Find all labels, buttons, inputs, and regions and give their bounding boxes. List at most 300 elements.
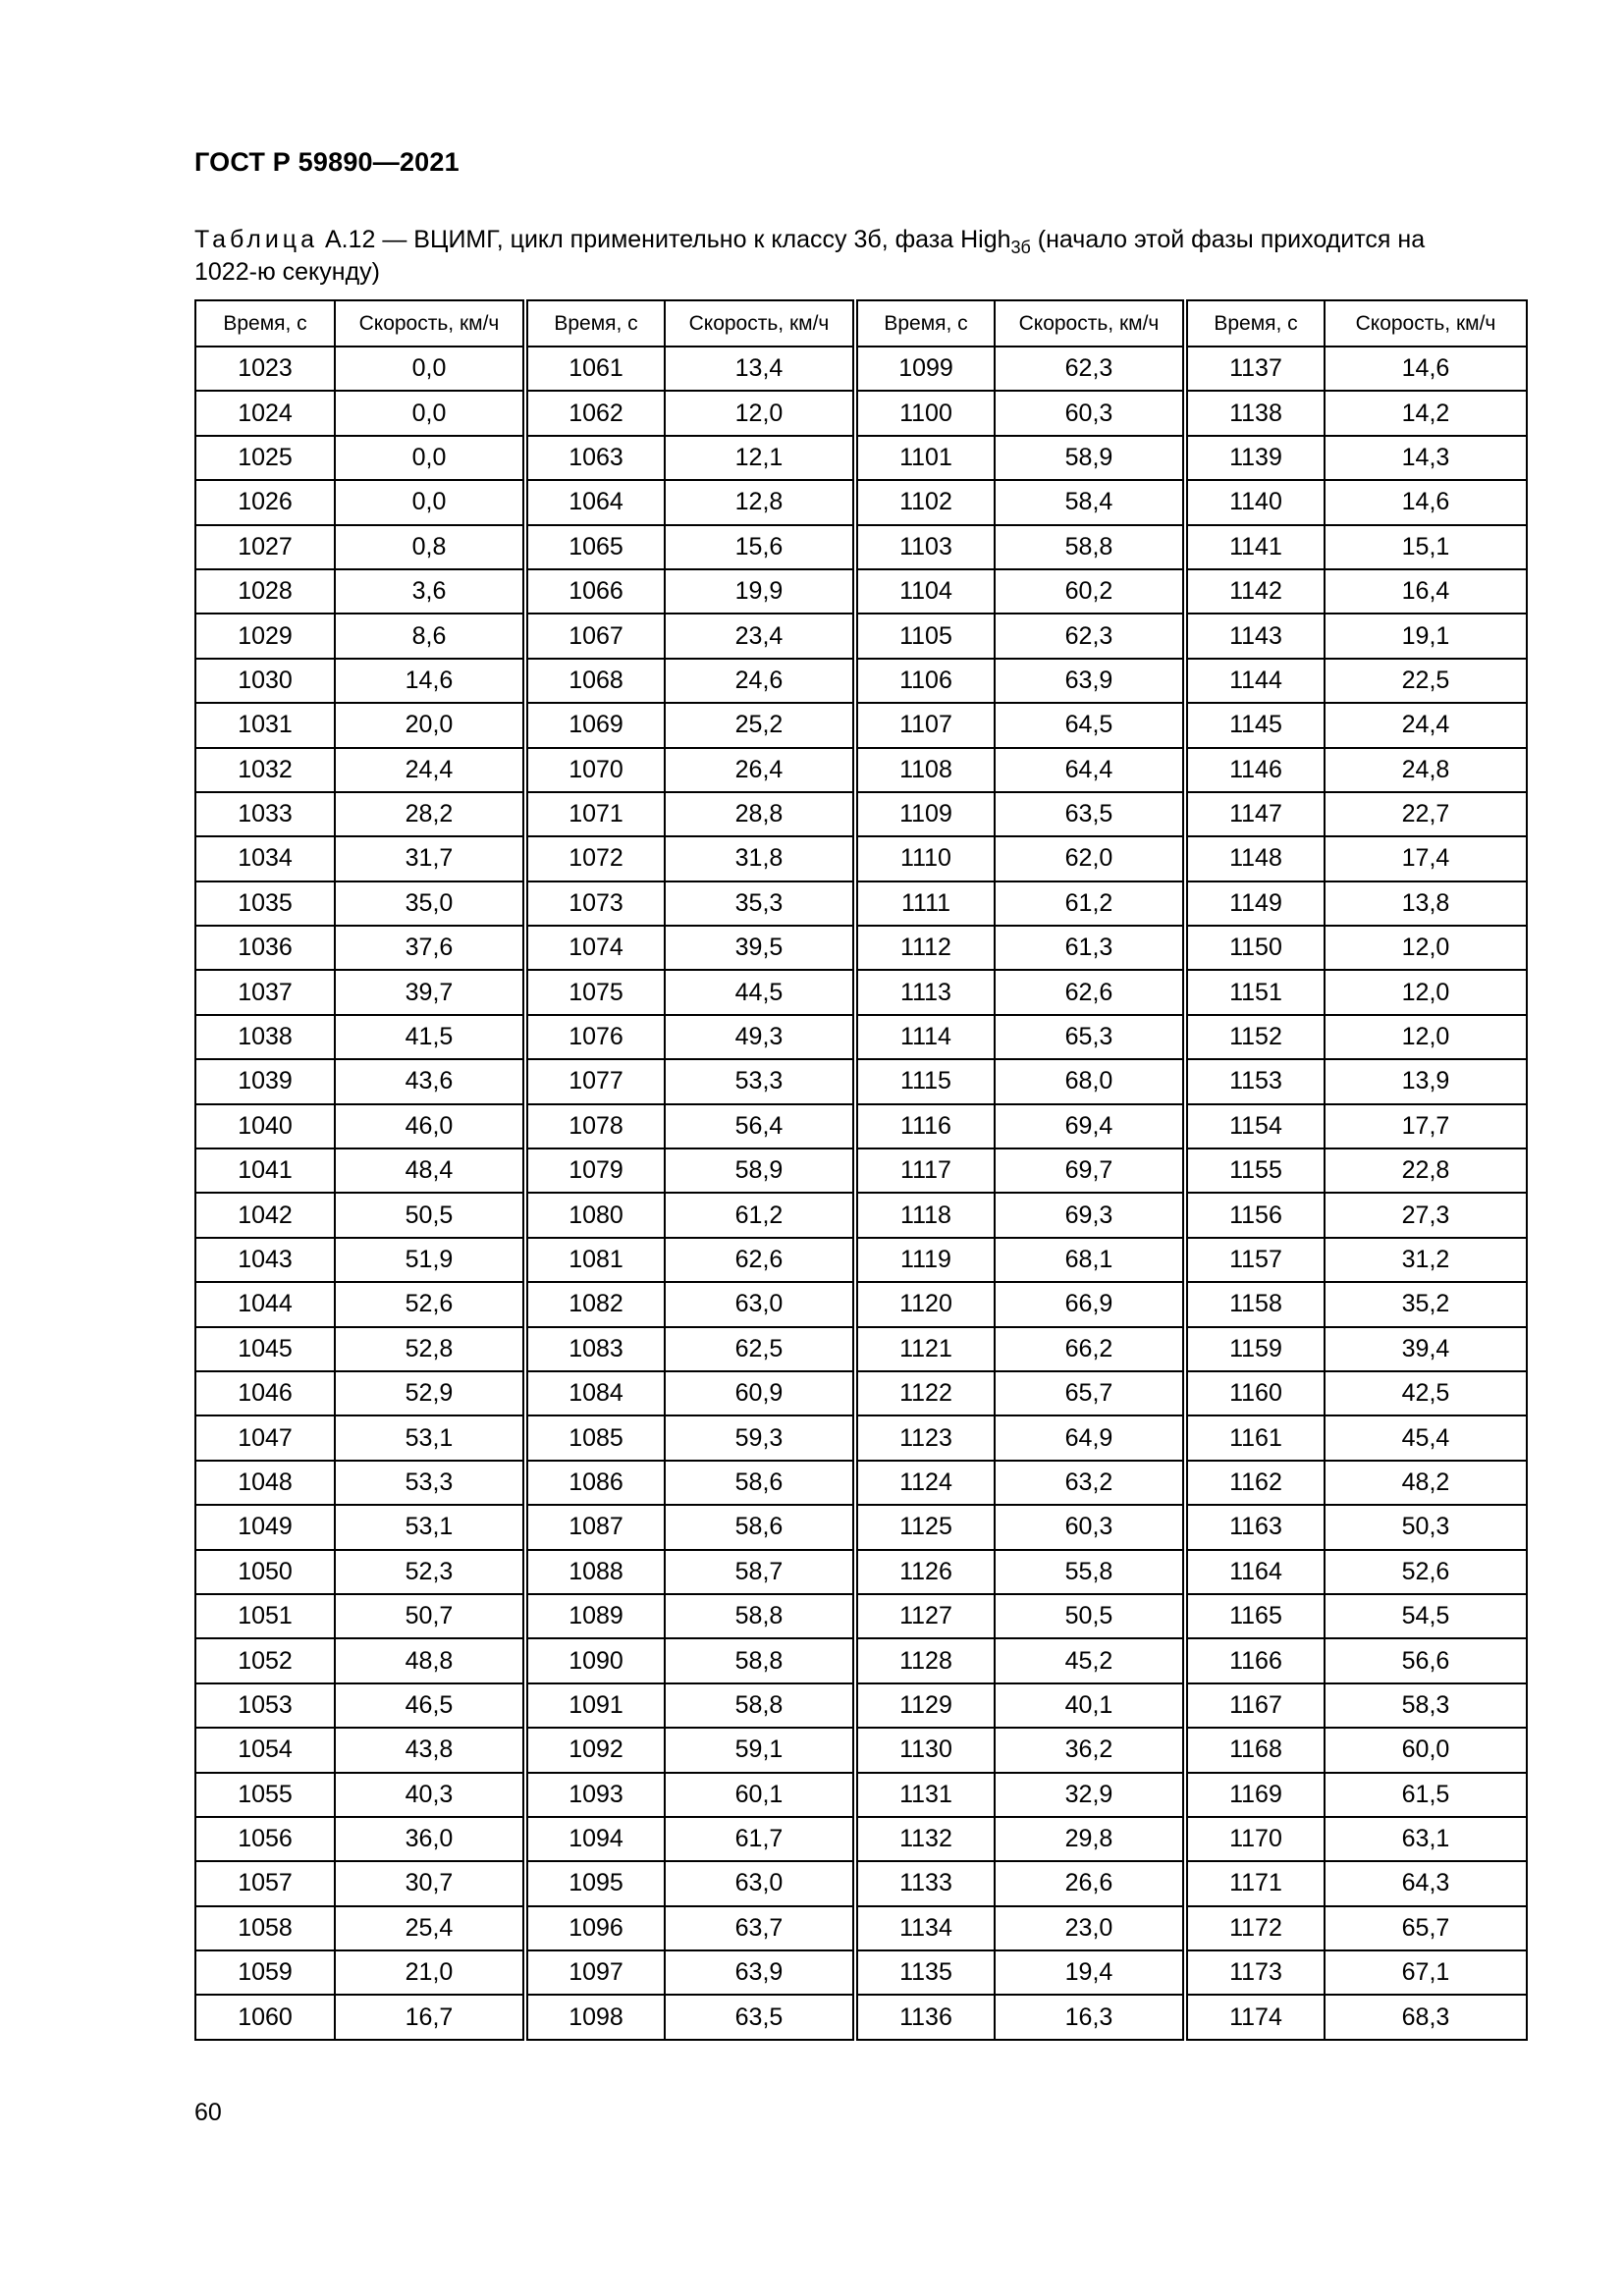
speed-cell: 60,0: [1325, 1728, 1527, 1772]
table-row: [195, 436, 1527, 480]
speed-cell: 53,3: [665, 1059, 855, 1103]
speed-cell: 62,6: [665, 1238, 855, 1282]
time-cell: 1109: [855, 792, 995, 836]
time-cell: 1052: [195, 1638, 335, 1682]
time-cell: 1068: [525, 659, 665, 703]
time-cell: 1108: [855, 748, 995, 792]
speed-cell: 14,6: [1325, 347, 1527, 391]
time-cell: 1138: [1185, 391, 1325, 435]
time-cell: 1119: [855, 1238, 995, 1282]
time-cell: 1167: [1185, 1683, 1325, 1728]
speed-cell: 29,8: [995, 1817, 1185, 1861]
table-row: [195, 1461, 1527, 1505]
speed-cell: 19,9: [665, 569, 855, 614]
time-cell: 1105: [855, 614, 995, 658]
time-cell: 1065: [525, 525, 665, 569]
speed-cell: 13,4: [665, 347, 855, 391]
speed-cell: 58,8: [995, 525, 1185, 569]
table-row: [195, 1950, 1527, 1995]
time-cell: 1173: [1185, 1950, 1325, 1995]
speed-cell: 26,4: [665, 748, 855, 792]
time-cell: 1092: [525, 1728, 665, 1772]
table-caption: [194, 224, 1524, 289]
table-row: [195, 659, 1527, 703]
time-cell: 1098: [525, 1995, 665, 2039]
time-cell: 1036: [195, 926, 335, 970]
time-cell: 1162: [1185, 1461, 1325, 1505]
table-row: [195, 881, 1527, 926]
column-header-time: Время, с: [1185, 300, 1325, 347]
speed-cell: 40,1: [995, 1683, 1185, 1728]
time-cell: 1057: [195, 1861, 335, 1905]
time-cell: 1163: [1185, 1505, 1325, 1549]
speed-cell: 37,6: [335, 926, 525, 970]
time-cell: 1126: [855, 1550, 995, 1594]
time-cell: 1046: [195, 1371, 335, 1415]
speed-cell: 31,7: [335, 836, 525, 881]
speed-cell: 12,1: [665, 436, 855, 480]
time-cell: 1123: [855, 1415, 995, 1460]
time-cell: 1037: [195, 970, 335, 1014]
time-cell: 1148: [1185, 836, 1325, 881]
speed-cell: 3,6: [335, 569, 525, 614]
speed-cell: 63,0: [665, 1861, 855, 1905]
time-cell: 1079: [525, 1148, 665, 1193]
speed-cell: 63,5: [665, 1995, 855, 2039]
table-row: [195, 1371, 1527, 1415]
speed-cell: 8,6: [335, 614, 525, 658]
speed-cell: 60,3: [995, 1505, 1185, 1549]
speed-cell: 25,2: [665, 703, 855, 747]
time-cell: 1101: [855, 436, 995, 480]
speed-cell: 24,4: [1325, 703, 1527, 747]
speed-cell: 27,3: [1325, 1193, 1527, 1237]
time-cell: 1155: [1185, 1148, 1325, 1193]
speed-cell: 64,5: [995, 703, 1185, 747]
time-cell: 1093: [525, 1773, 665, 1817]
speed-cell: 0,0: [335, 347, 525, 391]
speed-cell: 12,8: [665, 480, 855, 524]
speed-cell: 65,7: [995, 1371, 1185, 1415]
column-header-time: Время, с: [195, 300, 335, 347]
speed-cell: 14,3: [1325, 436, 1527, 480]
time-cell: 1106: [855, 659, 995, 703]
speed-cell: 45,2: [995, 1638, 1185, 1682]
speed-cell: 54,5: [1325, 1594, 1527, 1638]
time-cell: 1063: [525, 436, 665, 480]
speed-cell: 35,3: [665, 881, 855, 926]
speed-cell: 41,5: [335, 1015, 525, 1059]
time-cell: 1026: [195, 480, 335, 524]
time-cell: 1023: [195, 347, 335, 391]
speed-cell: 63,9: [665, 1950, 855, 1995]
speed-cell: 53,3: [335, 1461, 525, 1505]
speed-cell: 48,4: [335, 1148, 525, 1193]
time-cell: 1035: [195, 881, 335, 926]
time-cell: 1076: [525, 1015, 665, 1059]
time-cell: 1132: [855, 1817, 995, 1861]
speed-cell: 69,3: [995, 1193, 1185, 1237]
time-cell: 1078: [525, 1104, 665, 1148]
column-header-speed: Скорость, км/ч: [995, 300, 1185, 347]
time-cell: 1069: [525, 703, 665, 747]
speed-cell: 0,8: [335, 525, 525, 569]
column-header-speed: Скорость, км/ч: [665, 300, 855, 347]
time-cell: 1169: [1185, 1773, 1325, 1817]
caption-subscript: 3б: [1010, 238, 1031, 257]
time-cell: 1047: [195, 1415, 335, 1460]
time-cell: 1039: [195, 1059, 335, 1103]
time-cell: 1067: [525, 614, 665, 658]
table-row: [195, 1683, 1527, 1728]
speed-cell: 50,7: [335, 1594, 525, 1638]
time-cell: 1125: [855, 1505, 995, 1549]
column-header-time: Время, с: [855, 300, 995, 347]
time-cell: 1147: [1185, 792, 1325, 836]
table-row: [195, 1728, 1527, 1772]
table-row: [195, 836, 1527, 881]
time-cell: 1070: [525, 748, 665, 792]
speed-cell: 24,4: [335, 748, 525, 792]
speed-cell: 0,0: [335, 391, 525, 435]
time-cell: 1165: [1185, 1594, 1325, 1638]
time-cell: 1141: [1185, 525, 1325, 569]
time-cell: 1118: [855, 1193, 995, 1237]
time-cell: 1144: [1185, 659, 1325, 703]
time-cell: 1157: [1185, 1238, 1325, 1282]
time-cell: 1049: [195, 1505, 335, 1549]
table-row: [195, 1638, 1527, 1682]
speed-cell: 63,1: [1325, 1817, 1527, 1861]
page-number: 60: [194, 2099, 222, 2126]
speed-cell: 69,7: [995, 1148, 1185, 1193]
time-cell: 1088: [525, 1550, 665, 1594]
time-cell: 1071: [525, 792, 665, 836]
speed-cell: 16,4: [1325, 569, 1527, 614]
speed-cell: 19,4: [995, 1950, 1185, 1995]
table-row: [195, 792, 1527, 836]
speed-cell: 61,2: [995, 881, 1185, 926]
table-row: [195, 1415, 1527, 1460]
speed-cell: 58,9: [665, 1148, 855, 1193]
table-row: [195, 926, 1527, 970]
time-cell: 1104: [855, 569, 995, 614]
time-cell: 1139: [1185, 436, 1325, 480]
time-cell: 1044: [195, 1282, 335, 1326]
speed-cell: 53,1: [335, 1505, 525, 1549]
time-cell: 1034: [195, 836, 335, 881]
time-cell: 1124: [855, 1461, 995, 1505]
time-cell: 1024: [195, 391, 335, 435]
speed-cell: 14,6: [1325, 480, 1527, 524]
speed-cell: 31,2: [1325, 1238, 1527, 1282]
table-body: [195, 347, 1527, 2040]
time-cell: 1170: [1185, 1817, 1325, 1861]
time-cell: 1083: [525, 1327, 665, 1371]
speed-cell: 52,8: [335, 1327, 525, 1371]
time-cell: 1156: [1185, 1193, 1325, 1237]
time-cell: 1102: [855, 480, 995, 524]
speed-cell: 14,6: [335, 659, 525, 703]
caption-text: А.12 — ВЦИМГ, цикл применительно к классу 3б, фаза High: [318, 226, 1011, 253]
speed-cell: 15,6: [665, 525, 855, 569]
speed-cell: 12,0: [665, 391, 855, 435]
table-row: [195, 525, 1527, 569]
time-cell: 1161: [1185, 1415, 1325, 1460]
table-row: [195, 1594, 1527, 1638]
speed-cell: 61,3: [995, 926, 1185, 970]
speed-cell: 68,1: [995, 1238, 1185, 1282]
time-cell: 1136: [855, 1995, 995, 2039]
time-cell: 1095: [525, 1861, 665, 1905]
time-cell: 1151: [1185, 970, 1325, 1014]
speed-cell: 40,3: [335, 1773, 525, 1817]
speed-cell: 24,8: [1325, 748, 1527, 792]
table-row: [195, 1327, 1527, 1371]
speed-cell: 61,7: [665, 1817, 855, 1861]
speed-cell: 28,8: [665, 792, 855, 836]
speed-cell: 48,2: [1325, 1461, 1527, 1505]
time-cell: 1090: [525, 1638, 665, 1682]
speed-cell: 26,6: [995, 1861, 1185, 1905]
time-cell: 1059: [195, 1950, 335, 1995]
speed-cell: 59,3: [665, 1415, 855, 1460]
time-cell: 1128: [855, 1638, 995, 1682]
speed-cell: 58,8: [665, 1683, 855, 1728]
time-cell: 1100: [855, 391, 995, 435]
speed-cell: 46,5: [335, 1683, 525, 1728]
time-cell: 1032: [195, 748, 335, 792]
speed-cell: 39,5: [665, 926, 855, 970]
time-cell: 1103: [855, 525, 995, 569]
speed-cell: 12,0: [1325, 970, 1527, 1014]
time-cell: 1027: [195, 525, 335, 569]
speed-cell: 50,3: [1325, 1505, 1527, 1549]
speed-cell: 66,2: [995, 1327, 1185, 1371]
speed-cell: 56,4: [665, 1104, 855, 1148]
time-cell: 1077: [525, 1059, 665, 1103]
time-cell: 1028: [195, 569, 335, 614]
time-cell: 1121: [855, 1327, 995, 1371]
speed-cell: 64,9: [995, 1415, 1185, 1460]
speed-cell: 62,3: [995, 614, 1185, 658]
table-row: [195, 1817, 1527, 1861]
time-cell: 1053: [195, 1683, 335, 1728]
time-cell: 1074: [525, 926, 665, 970]
table-row: [195, 1995, 1527, 2039]
speed-cell: 55,8: [995, 1550, 1185, 1594]
time-cell: 1154: [1185, 1104, 1325, 1148]
speed-cell: 21,0: [335, 1950, 525, 1995]
table-row: [195, 748, 1527, 792]
table-row: [195, 1505, 1527, 1549]
table-row: [195, 391, 1527, 435]
speed-cell: 53,1: [335, 1415, 525, 1460]
table-row: [195, 1238, 1527, 1282]
speed-cell: 39,4: [1325, 1327, 1527, 1371]
time-cell: 1060: [195, 1995, 335, 2039]
speed-cell: 17,7: [1325, 1104, 1527, 1148]
time-cell: 1140: [1185, 480, 1325, 524]
time-cell: 1075: [525, 970, 665, 1014]
speed-cell: 58,3: [1325, 1683, 1527, 1728]
table-row: [195, 1550, 1527, 1594]
time-cell: 1120: [855, 1282, 995, 1326]
speed-cell: 35,0: [335, 881, 525, 926]
speed-cell: 68,0: [995, 1059, 1185, 1103]
speed-cell: 23,0: [995, 1906, 1185, 1950]
time-cell: 1096: [525, 1906, 665, 1950]
speed-cell: 63,7: [665, 1906, 855, 1950]
time-cell: 1127: [855, 1594, 995, 1638]
time-cell: 1172: [1185, 1906, 1325, 1950]
speed-cell: 46,0: [335, 1104, 525, 1148]
speed-cell: 68,3: [1325, 1995, 1527, 2039]
time-cell: 1040: [195, 1104, 335, 1148]
speed-cell: 59,1: [665, 1728, 855, 1772]
speed-cell: 16,7: [335, 1995, 525, 2039]
time-cell: 1164: [1185, 1550, 1325, 1594]
speed-cell: 13,9: [1325, 1059, 1527, 1103]
time-cell: 1055: [195, 1773, 335, 1817]
time-cell: 1050: [195, 1550, 335, 1594]
table-row: [195, 1773, 1527, 1817]
speed-cell: 52,3: [335, 1550, 525, 1594]
time-cell: 1091: [525, 1683, 665, 1728]
time-cell: 1135: [855, 1950, 995, 1995]
speed-cell: 60,9: [665, 1371, 855, 1415]
time-cell: 1080: [525, 1193, 665, 1237]
time-cell: 1025: [195, 436, 335, 480]
speed-cell: 64,4: [995, 748, 1185, 792]
speed-cell: 67,1: [1325, 1950, 1527, 1995]
time-cell: 1168: [1185, 1728, 1325, 1772]
speed-cell: 43,6: [335, 1059, 525, 1103]
time-cell: 1084: [525, 1371, 665, 1415]
speed-cell: 12,0: [1325, 1015, 1527, 1059]
speed-cell: 60,1: [665, 1773, 855, 1817]
speed-cell: 42,5: [1325, 1371, 1527, 1415]
time-cell: 1061: [525, 347, 665, 391]
time-cell: 1081: [525, 1238, 665, 1282]
speed-cell: 52,6: [1325, 1550, 1527, 1594]
speed-cell: 58,6: [665, 1505, 855, 1549]
time-cell: 1064: [525, 480, 665, 524]
time-cell: 1031: [195, 703, 335, 747]
speed-cell: 45,4: [1325, 1415, 1527, 1460]
speed-cell: 15,1: [1325, 525, 1527, 569]
speed-cell: 62,6: [995, 970, 1185, 1014]
document-code: ГОСТ Р 59890—2021: [194, 147, 460, 177]
speed-cell: 52,6: [335, 1282, 525, 1326]
speed-cell: 51,9: [335, 1238, 525, 1282]
table-row: [195, 1015, 1527, 1059]
speed-cell: 31,8: [665, 836, 855, 881]
time-cell: 1030: [195, 659, 335, 703]
time-cell: 1110: [855, 836, 995, 881]
speed-cell: 25,4: [335, 1906, 525, 1950]
speed-cell: 22,5: [1325, 659, 1527, 703]
column-header-speed: Скорость, км/ч: [335, 300, 525, 347]
time-cell: 1174: [1185, 1995, 1325, 2039]
table-row: [195, 1193, 1527, 1237]
time-cell: 1130: [855, 1728, 995, 1772]
time-cell: 1041: [195, 1148, 335, 1193]
time-cell: 1073: [525, 881, 665, 926]
table-row: [195, 970, 1527, 1014]
speed-cell: 12,0: [1325, 926, 1527, 970]
time-cell: 1048: [195, 1461, 335, 1505]
speed-cell: 43,8: [335, 1728, 525, 1772]
speed-cell: 13,8: [1325, 881, 1527, 926]
speed-cell: 58,8: [665, 1594, 855, 1638]
speed-cell: 62,3: [995, 347, 1185, 391]
speed-cell: 32,9: [995, 1773, 1185, 1817]
time-cell: 1166: [1185, 1638, 1325, 1682]
table-row: [195, 347, 1527, 391]
time-cell: 1160: [1185, 1371, 1325, 1415]
time-cell: 1033: [195, 792, 335, 836]
speed-cell: 62,5: [665, 1327, 855, 1371]
time-cell: 1114: [855, 1015, 995, 1059]
time-cell: 1153: [1185, 1059, 1325, 1103]
time-cell: 1152: [1185, 1015, 1325, 1059]
time-cell: 1086: [525, 1461, 665, 1505]
time-cell: 1137: [1185, 347, 1325, 391]
time-cell: 1115: [855, 1059, 995, 1103]
table-row: [195, 1282, 1527, 1326]
speed-cell: 20,0: [335, 703, 525, 747]
table-row: [195, 703, 1527, 747]
time-cell: 1116: [855, 1104, 995, 1148]
time-cell: 1029: [195, 614, 335, 658]
speed-cell: 61,5: [1325, 1773, 1527, 1817]
speed-cell: 36,2: [995, 1728, 1185, 1772]
time-cell: 1043: [195, 1238, 335, 1282]
speed-cell: 62,0: [995, 836, 1185, 881]
speed-cell: 28,2: [335, 792, 525, 836]
speed-cell: 0,0: [335, 436, 525, 480]
time-cell: 1099: [855, 347, 995, 391]
speed-cell: 30,7: [335, 1861, 525, 1905]
speed-cell: 63,0: [665, 1282, 855, 1326]
time-cell: 1133: [855, 1861, 995, 1905]
time-cell: 1087: [525, 1505, 665, 1549]
time-cell: 1131: [855, 1773, 995, 1817]
time-cell: 1129: [855, 1683, 995, 1728]
table-row: [195, 1059, 1527, 1103]
time-cell: 1112: [855, 926, 995, 970]
speed-cell: 17,4: [1325, 836, 1527, 881]
column-header-time: Время, с: [525, 300, 665, 347]
speed-cell: 52,9: [335, 1371, 525, 1415]
speed-cell: 63,5: [995, 792, 1185, 836]
table-row: [195, 614, 1527, 658]
caption-text-continued: (начало этой фазы приходится на: [1030, 226, 1426, 253]
time-cell: 1056: [195, 1817, 335, 1861]
time-cell: 1158: [1185, 1282, 1325, 1326]
time-cell: 1149: [1185, 881, 1325, 926]
time-cell: 1094: [525, 1817, 665, 1861]
time-cell: 1122: [855, 1371, 995, 1415]
time-cell: 1082: [525, 1282, 665, 1326]
speed-cell: 58,6: [665, 1461, 855, 1505]
time-cell: 1058: [195, 1906, 335, 1950]
table-row: [195, 1104, 1527, 1148]
time-cell: 1097: [525, 1950, 665, 1995]
speed-cell: 49,3: [665, 1015, 855, 1059]
time-cell: 1085: [525, 1415, 665, 1460]
